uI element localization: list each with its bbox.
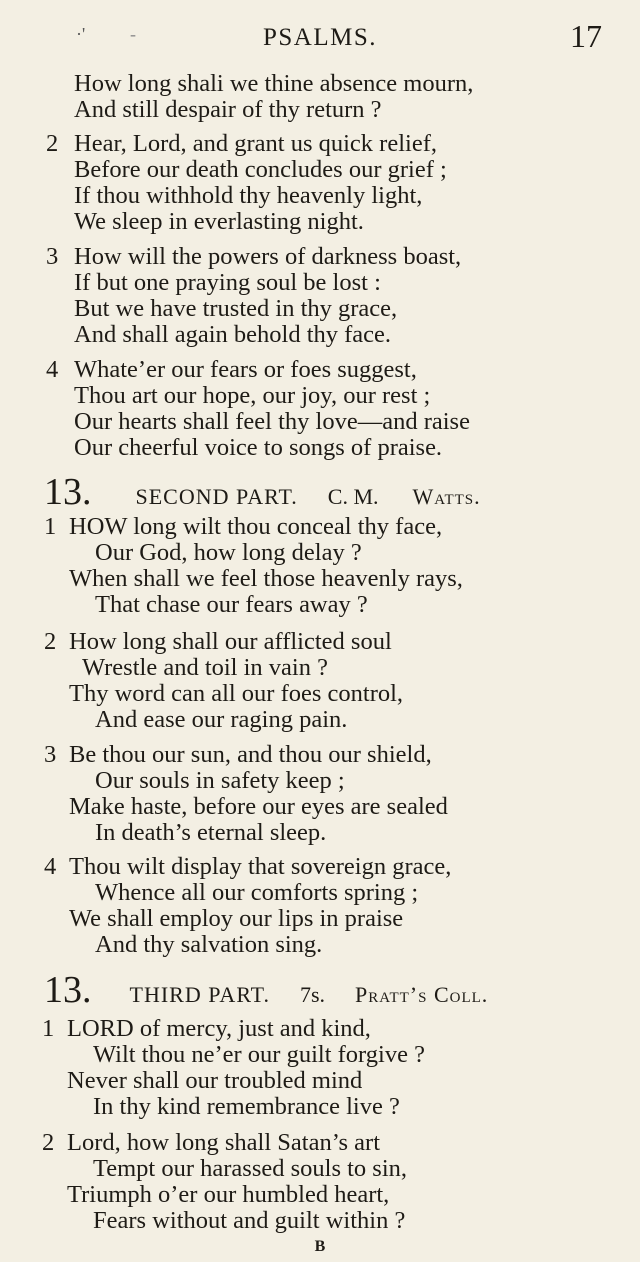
- verse-line: That chase our fears away ?: [95, 591, 368, 618]
- hymn-meter: C. M.: [327, 484, 379, 509]
- verse-line: And still despair of thy return ?: [74, 96, 382, 123]
- ornament-mark: ·': [76, 24, 86, 44]
- stanza-number: 3: [46, 243, 59, 270]
- verse-line: Whence all our comforts spring ;: [95, 879, 419, 906]
- verse-line: In death’s eternal sleep.: [95, 819, 327, 846]
- verse-line: Thy word can all our foes control,: [69, 680, 404, 707]
- verse-line: In thy kind remembrance live ?: [93, 1093, 400, 1120]
- verse-line: If thou withhold thy heavenly light,: [74, 182, 423, 209]
- stanza-number: 3: [44, 741, 57, 768]
- verse-line: LORD of mercy, just and kind,: [67, 1015, 371, 1042]
- hymn-part: THIRD PART.: [129, 982, 270, 1007]
- verse-line: HOW long wilt thou conceal thy face,: [69, 513, 443, 540]
- verse-line: How will the powers of darkness boast,: [74, 243, 462, 270]
- verse-line: Wrestle and toil in vain ?: [82, 654, 328, 681]
- verse-line: Never shall our troubled mind: [67, 1067, 363, 1094]
- stanza-number: 2: [42, 1129, 55, 1156]
- stanza-number: 2: [44, 628, 57, 655]
- verse-line: And shall again behold thy face.: [74, 321, 392, 348]
- verse-line: Hear, Lord, and grant us quick relief,: [74, 130, 437, 157]
- verse-line: We sleep in everlasting night.: [74, 208, 364, 235]
- verse-line: And thy salvation sing.: [95, 931, 323, 958]
- verse-line: Our hearts shall feel thy love—and raise: [74, 408, 470, 435]
- stanza-number: 1: [42, 1015, 55, 1042]
- ornament-mark: -: [130, 24, 136, 44]
- verse-line: When shall we feel those heavenly rays,: [69, 565, 463, 592]
- verse-line: Lord, how long shall Satan’s art: [67, 1129, 381, 1156]
- verse-line: Thou art our hope, our joy, our rest ;: [74, 382, 431, 409]
- verse-line: How long shali we thine absence mourn,: [74, 70, 474, 97]
- running-title: PSALMS.: [262, 24, 377, 51]
- verse-line: Thou wilt display that sovereign grace,: [69, 853, 452, 880]
- stanza-number: 1: [44, 513, 57, 540]
- hymn-author: Watts.: [412, 484, 481, 509]
- verse-line: Triumph o’er our humbled heart,: [67, 1181, 390, 1208]
- verse-line: Our God, how long delay ?: [95, 539, 362, 566]
- verse-line: Our souls in safety keep ;: [95, 767, 345, 794]
- hymn-heading: [44, 470, 481, 513]
- verse-line: Fears without and guilt within ?: [93, 1207, 406, 1234]
- verse-line: And ease our raging pain.: [95, 706, 348, 733]
- verse-line: Our cheerful voice to songs of praise.: [74, 434, 443, 461]
- verse-line: We shall employ our lips in praise: [69, 905, 404, 932]
- verse-line: How long shall our afflicted soul: [69, 628, 392, 655]
- verse-line: Be thou our sun, and thou our shield,: [69, 741, 432, 768]
- page-number: 17: [570, 18, 602, 54]
- verse-line: If but one praying soul be lost :: [74, 269, 381, 296]
- verse-line: Wilt thou ne’er our guilt forgive ?: [93, 1041, 425, 1068]
- hymn-author: Pratt’s Coll.: [355, 982, 489, 1007]
- hymn-number: 13.: [44, 471, 92, 513]
- verse-line: Make haste, before our eyes are sealed: [69, 793, 448, 820]
- stanza-number: 4: [44, 853, 57, 880]
- verse-line: Before our death concludes our grief ;: [74, 156, 447, 183]
- hymn-part: SECOND PART.: [135, 484, 298, 509]
- hymn-heading: [44, 968, 489, 1011]
- signature-mark: B: [314, 1238, 326, 1255]
- stanza-number: 4: [46, 356, 59, 383]
- verse-line: Tempt our harassed souls to sin,: [93, 1155, 408, 1182]
- hymn-meter: 7s.: [299, 982, 326, 1007]
- verse-line: But we have trusted in thy grace,: [74, 295, 398, 322]
- verse-line: Whate’er our fears or foes suggest,: [74, 356, 417, 383]
- hymn-number: 13.: [44, 969, 92, 1011]
- stanza-number: 2: [46, 130, 59, 157]
